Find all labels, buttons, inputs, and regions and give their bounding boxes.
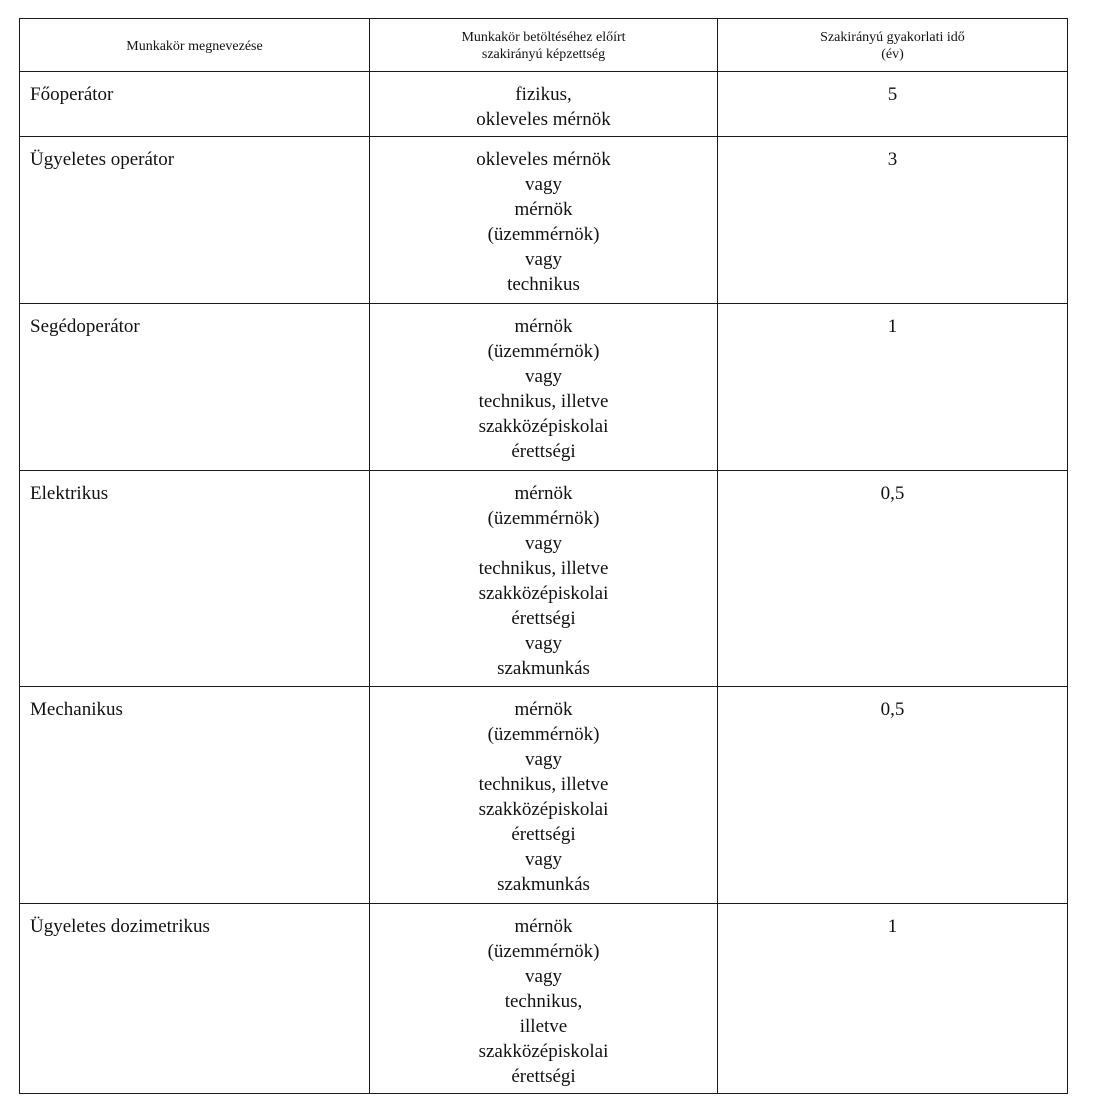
qualification-line: mérnök	[514, 199, 573, 220]
qualification-line: (üzemmérnök)	[487, 941, 600, 962]
qualification-line: technikus	[507, 274, 580, 295]
job-title-cell	[20, 72, 370, 137]
qualification-line: vagy	[525, 849, 562, 870]
qualification-line: technikus, illetve	[478, 558, 609, 579]
practice-years: 3	[887, 149, 898, 170]
practice-years-cell	[718, 904, 1068, 1094]
qualification-cell	[370, 471, 718, 687]
header-row	[20, 19, 1068, 72]
qualification-line: illetve	[519, 1016, 568, 1037]
practice-years: 0,5	[880, 699, 905, 720]
qualification-line: vagy	[525, 366, 562, 387]
table-row	[20, 471, 1068, 687]
qualification-line: vagy	[525, 174, 562, 195]
qualification-line: szakmunkás	[497, 874, 590, 895]
job-title: Mechanikus	[30, 699, 123, 720]
qualification-line: vagy	[525, 749, 562, 770]
qualification-line: érettségi	[511, 441, 576, 462]
job-title: Ügyeletes dozimetrikus	[30, 916, 210, 937]
header-qualification-line-2: szakirányú képzettség	[481, 47, 606, 62]
qualification-line: (üzemmérnök)	[487, 341, 600, 362]
header-job-title	[20, 19, 370, 72]
qualification-line: mérnök	[514, 699, 573, 720]
qualification-line: szakközépiskolai	[478, 416, 609, 437]
practice-years-cell	[718, 687, 1068, 904]
qualification-line: vagy	[525, 966, 562, 987]
qualification-line: vagy	[525, 249, 562, 270]
qualification-line: szakközépiskolai	[478, 583, 609, 604]
qualification-line: mérnök	[514, 916, 573, 937]
job-title-cell	[20, 137, 370, 304]
qualification-line: (üzemmérnök)	[487, 508, 600, 529]
qualification-cell	[370, 72, 718, 137]
practice-years: 1	[887, 316, 898, 337]
header-practice-years	[718, 19, 1068, 72]
qualification-table	[19, 18, 1068, 1094]
qualification-line: vagy	[525, 633, 562, 654]
qualification-line: (üzemmérnök)	[487, 224, 600, 245]
qualification-line: érettségi	[511, 1066, 576, 1087]
job-title-cell	[20, 471, 370, 687]
table-row	[20, 904, 1068, 1094]
qualification-line: szakközépiskolai	[478, 799, 609, 820]
job-title: Ügyeletes operátor	[30, 149, 175, 170]
qualification-line: fizikus,	[515, 84, 572, 105]
qualification-line: technikus, illetve	[478, 774, 609, 795]
header-qualification-line-1: Munkakör betöltéséhez előírt	[461, 30, 626, 45]
practice-years-cell	[718, 72, 1068, 137]
header-qualification	[370, 19, 718, 72]
qualification-cell	[370, 304, 718, 471]
job-title: Elektrikus	[30, 483, 109, 504]
practice-years: 5	[887, 84, 898, 105]
qualification-line: vagy	[525, 533, 562, 554]
practice-years: 1	[887, 916, 898, 937]
header-job-title-text: Munkakör megnevezése	[126, 38, 263, 54]
practice-years-cell	[718, 137, 1068, 304]
table-row	[20, 72, 1068, 137]
table-row	[20, 137, 1068, 304]
qualification-line: érettségi	[511, 824, 576, 845]
header-practice-years-line-1: Szakirányú gyakorlati idő	[820, 30, 965, 45]
qualification-line: érettségi	[511, 608, 576, 629]
job-title-cell	[20, 304, 370, 471]
qualification-line: mérnök	[514, 483, 573, 504]
job-title-cell	[20, 687, 370, 904]
table-row	[20, 687, 1068, 904]
header-practice-years-line-2: (év)	[881, 47, 904, 62]
qualification-line: szakmunkás	[497, 658, 590, 679]
qualification-line: (üzemmérnök)	[487, 724, 600, 745]
practice-years-cell	[718, 304, 1068, 471]
qualification-line: szakközépiskolai	[478, 1041, 609, 1062]
qualification-cell	[370, 904, 718, 1094]
qualification-line: okleveles mérnök	[476, 149, 611, 170]
practice-years-cell	[718, 471, 1068, 687]
qualification-line: technikus, illetve	[478, 391, 609, 412]
qualification-line: mérnök	[514, 316, 573, 337]
practice-years: 0,5	[880, 483, 905, 504]
qualification-line: technikus,	[504, 991, 583, 1012]
table-row	[20, 304, 1068, 471]
job-title: Főoperátor	[30, 84, 114, 105]
job-title-cell	[20, 904, 370, 1094]
qualification-line: okleveles mérnök	[476, 109, 611, 130]
qualification-cell	[370, 137, 718, 304]
qualification-cell	[370, 687, 718, 904]
job-title: Segédoperátor	[30, 316, 140, 337]
